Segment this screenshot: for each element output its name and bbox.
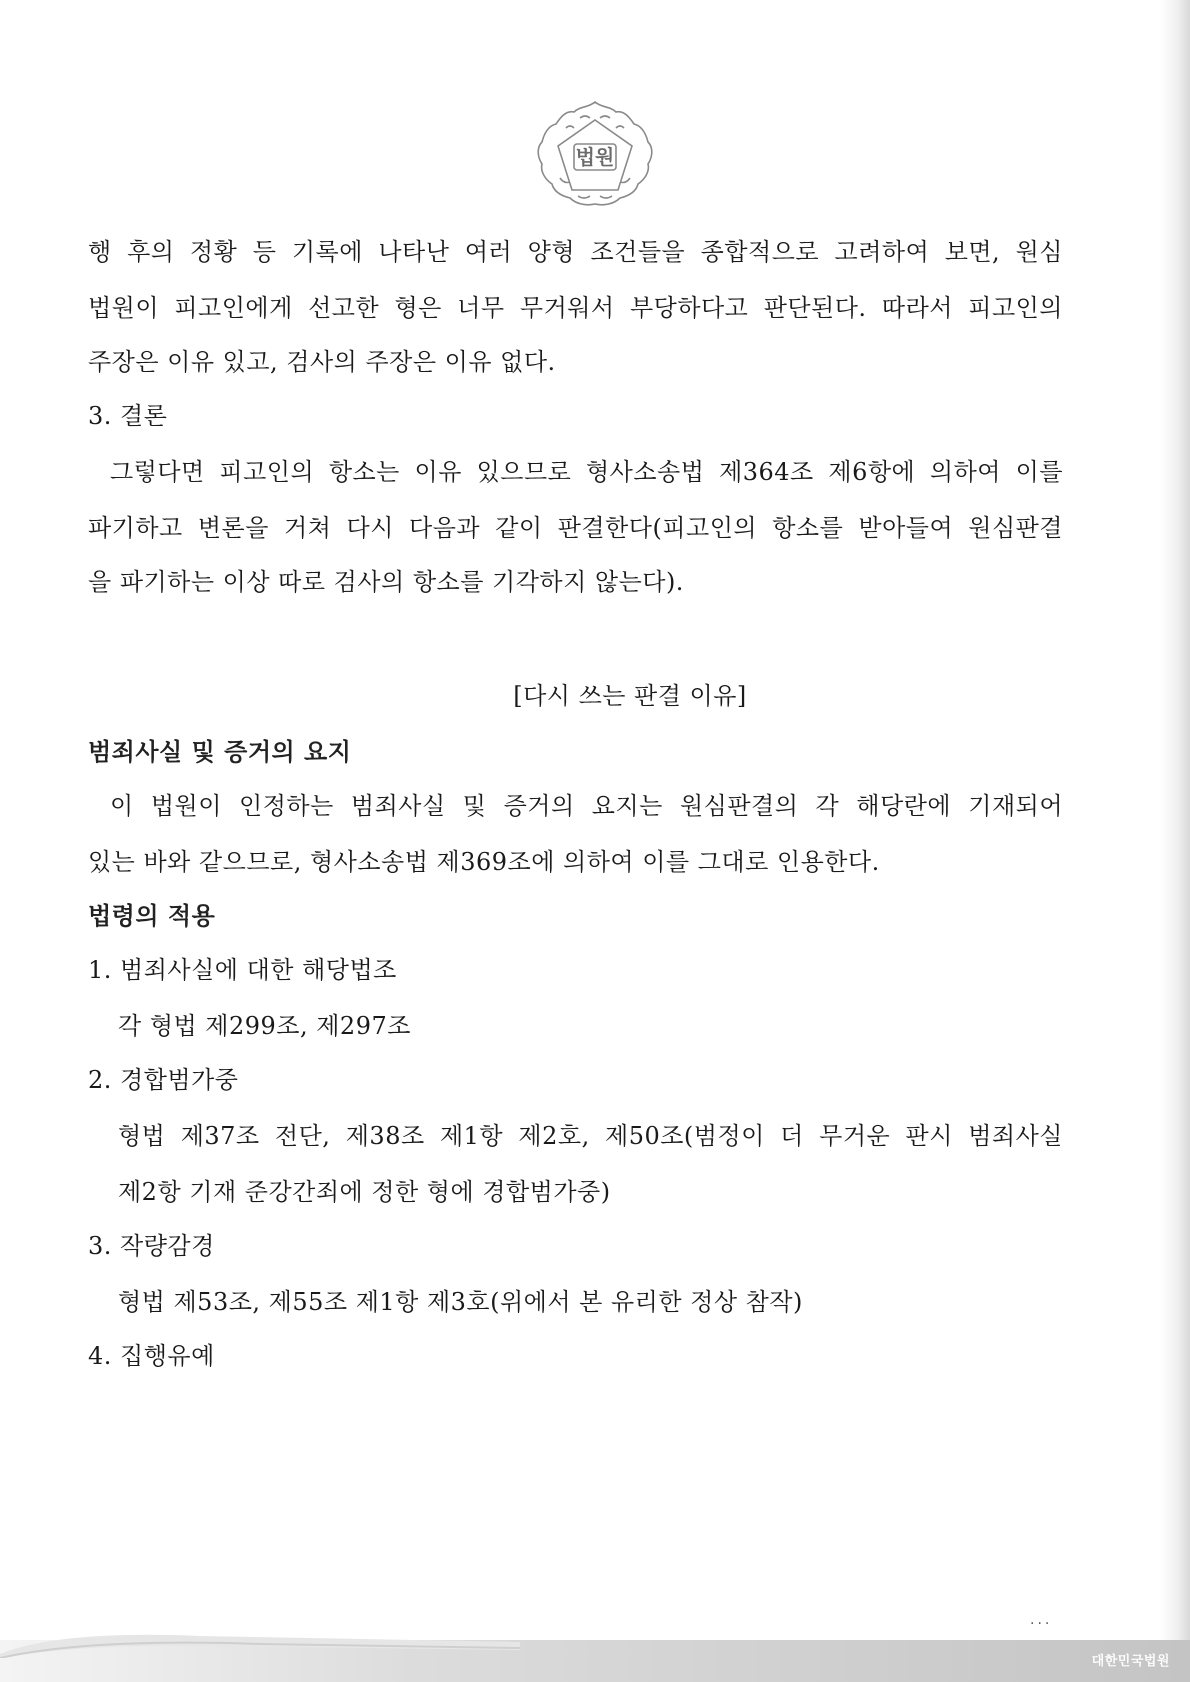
footer-swoosh-icon (0, 1628, 520, 1658)
page-marker: ... (1030, 1612, 1053, 1628)
law-item-2-title: 2. 경합범가중 (88, 1066, 239, 1094)
scan-edge-shadow (1160, 0, 1190, 1682)
law-item-1-body: 각 형법 제299조, 제297조 (118, 1012, 411, 1040)
facts-line-2: 있는 바와 같으므로, 형사소송법 제369조에 의하여 이를 그대로 인용한다. (88, 848, 880, 876)
seal-text: 법원 (575, 145, 615, 169)
conclusion-heading: 3. 결론 (88, 402, 168, 430)
facts-heading: 범죄사실 및 증거의 요지 (88, 738, 352, 766)
court-seal-icon (530, 98, 660, 210)
law-item-2-body-line-2: 제2항 기재 준강간죄에 정한 형에 경합범가중) (118, 1178, 611, 1206)
paragraph-1-line-2: 법원이 피고인에게 선고한 형은 너무 무거워서 부당하다고 판단된다. 따라서 피고인의 (88, 294, 1063, 322)
footer-brand: 대한민국법원 (1091, 1654, 1170, 1669)
paragraph-1-line-1: 행 후의 정황 등 기록에 나타난 여러 양형 조건들을 종합적으로 고려하여 보면, 원심 (88, 238, 1063, 266)
rejudgment-title: [다시 쓰는 판결 이유] (513, 682, 747, 710)
law-item-2-body-line-1: 형법 제37조 전단, 제38조 제1항 제2호, 제50조(범정이 더 무거운 판시 범죄사실 (118, 1122, 1063, 1150)
law-item-4-title: 4. 집행유예 (88, 1342, 215, 1370)
conclusion-line-3: 을 파기하는 이상 따로 검사의 항소를 기각하지 않는다). (88, 568, 684, 596)
conclusion-line-1: 그렇다면 피고인의 항소는 이유 있으므로 형사소송법 제364조 제6항에 의하여 이를 (110, 458, 1063, 486)
law-item-3-title: 3. 작량감경 (88, 1232, 215, 1260)
law-item-1-title: 1. 범죄사실에 대한 해당법조 (88, 956, 397, 984)
conclusion-line-2: 파기하고 변론을 거쳐 다시 다음과 같이 판결한다(피고인의 항소를 받아들여 원심판결 (88, 514, 1063, 542)
facts-line-1: 이 법원이 인정하는 범죄사실 및 증거의 요지는 원심판결의 각 해당란에 기재되어 (110, 792, 1063, 820)
paragraph-1-line-3: 주장은 이유 있고, 검사의 주장은 이유 없다. (88, 348, 556, 376)
law-item-3-body: 형법 제53조, 제55조 제1항 제3호(위에서 본 유리한 정상 참작) (118, 1288, 803, 1316)
law-heading: 법령의 적용 (88, 902, 216, 930)
